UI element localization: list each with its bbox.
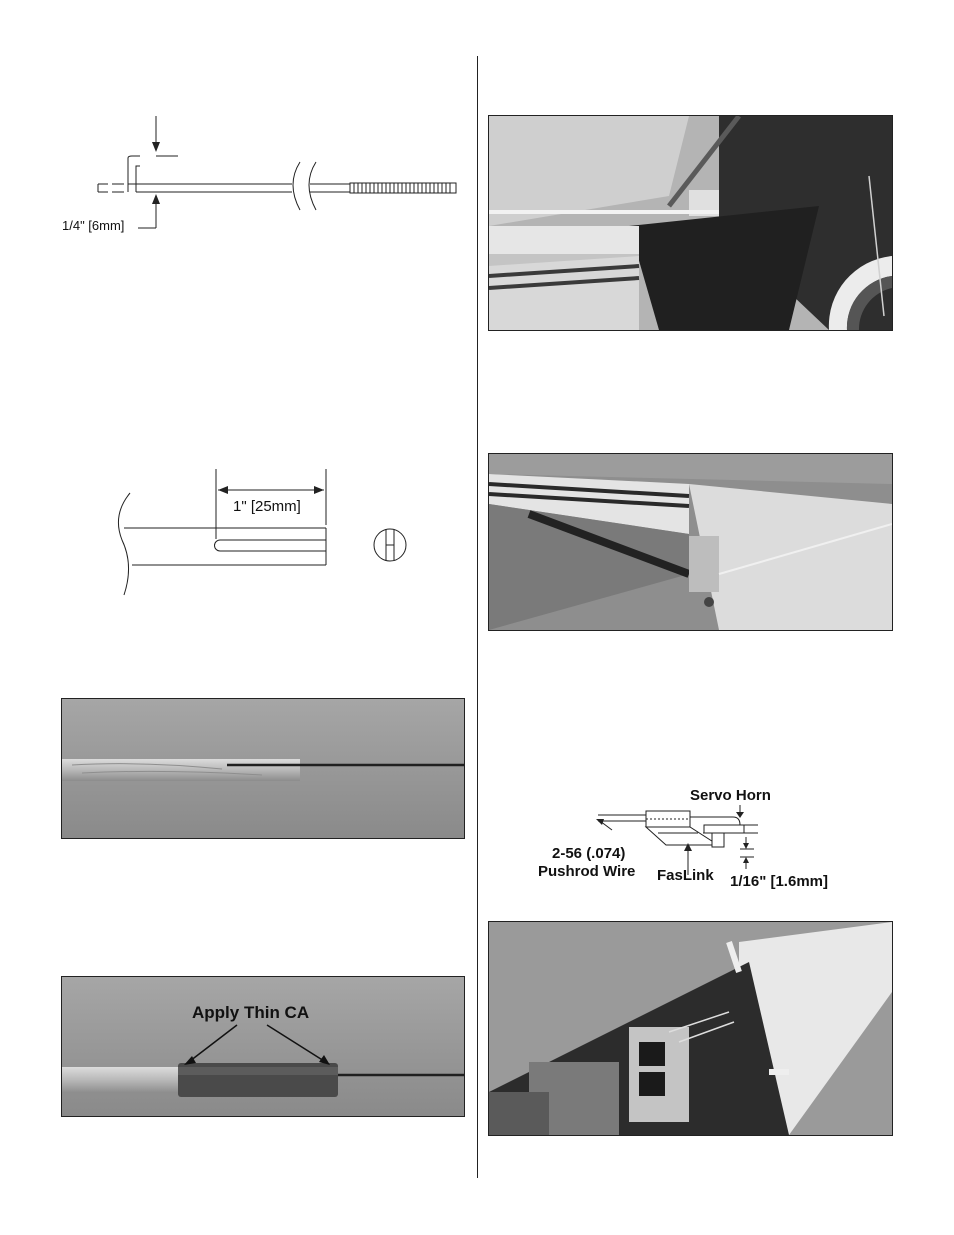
dowel-slot-diagram [110, 465, 420, 605]
servo-horn-label: Servo Horn [690, 787, 771, 804]
slot-dimension-label: 1" [25mm] [233, 498, 301, 515]
wire-bend-diagram [60, 110, 470, 240]
bend-dimension-label: 1/4" [6mm] [62, 218, 125, 233]
gap-dimension-label: 1/16" [1.6mm] [730, 873, 828, 890]
apply-thin-ca-label: Apply Thin CA [192, 1003, 310, 1022]
photo-apply-thin-ca [61, 976, 465, 1117]
pushrod-wire-label-line2: Pushrod Wire [538, 863, 636, 880]
photo-tail-control-horn [488, 115, 893, 331]
faslink-label: FasLink [657, 867, 714, 884]
photo-elevator-horn [488, 453, 893, 631]
column-divider [477, 56, 478, 1178]
faslink-diagram [528, 785, 858, 895]
pushrod-wire-label-line1: 2-56 (.074) [552, 845, 626, 862]
photo-servo-bay [488, 921, 893, 1136]
photo-pushrod-dowel [61, 698, 465, 839]
